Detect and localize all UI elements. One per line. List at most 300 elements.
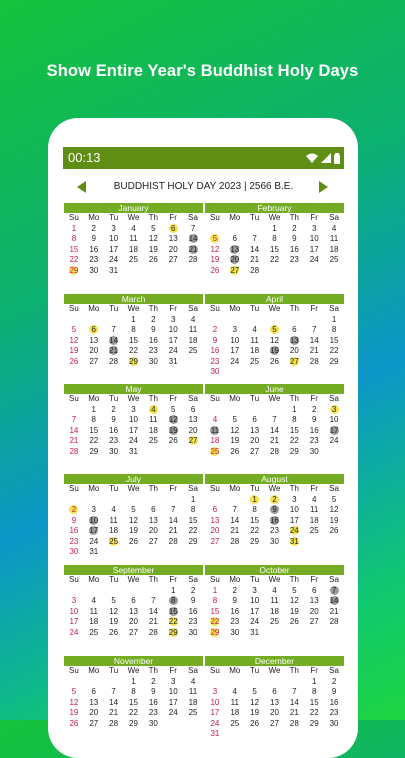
day-cell[interactable] bbox=[324, 405, 344, 416]
day-cell[interactable] bbox=[265, 526, 285, 537]
day-cell[interactable] bbox=[104, 346, 124, 357]
day-cell[interactable] bbox=[265, 357, 285, 368]
day-cell[interactable] bbox=[183, 687, 203, 698]
day-cell[interactable] bbox=[163, 325, 183, 336]
day-cell[interactable] bbox=[265, 719, 285, 730]
day-cell[interactable] bbox=[245, 266, 265, 277]
day-cell[interactable] bbox=[124, 617, 144, 628]
day-cell[interactable] bbox=[245, 447, 265, 458]
day-cell[interactable] bbox=[205, 436, 225, 447]
day-cell[interactable] bbox=[143, 628, 163, 639]
day-cell[interactable] bbox=[124, 415, 144, 426]
month-header[interactable]: January bbox=[64, 203, 203, 213]
day-cell[interactable] bbox=[143, 719, 163, 730]
day-cell[interactable] bbox=[245, 708, 265, 719]
month-header[interactable]: June bbox=[205, 384, 344, 394]
day-cell[interactable] bbox=[84, 336, 104, 347]
day-cell[interactable] bbox=[84, 234, 104, 245]
day-cell[interactable] bbox=[324, 426, 344, 437]
day-cell[interactable] bbox=[84, 266, 104, 277]
day-cell[interactable] bbox=[163, 617, 183, 628]
day-cell[interactable] bbox=[143, 708, 163, 719]
day-cell[interactable] bbox=[304, 505, 324, 516]
day-cell[interactable] bbox=[124, 436, 144, 447]
day-cell[interactable] bbox=[205, 325, 225, 336]
day-cell[interactable] bbox=[183, 325, 203, 336]
day-cell[interactable] bbox=[124, 698, 144, 709]
day-cell[interactable] bbox=[324, 617, 344, 628]
day-cell[interactable] bbox=[84, 628, 104, 639]
day-cell[interactable] bbox=[265, 687, 285, 698]
day-cell[interactable] bbox=[84, 526, 104, 537]
day-cell[interactable] bbox=[265, 224, 285, 235]
day-cell[interactable] bbox=[64, 628, 84, 639]
day-cell[interactable] bbox=[64, 596, 84, 607]
day-cell[interactable] bbox=[304, 255, 324, 266]
day-cell[interactable] bbox=[64, 698, 84, 709]
day-cell[interactable] bbox=[84, 415, 104, 426]
day-cell[interactable] bbox=[225, 617, 245, 628]
day-cell[interactable] bbox=[64, 245, 84, 256]
day-cell[interactable] bbox=[324, 325, 344, 336]
day-cell[interactable] bbox=[84, 516, 104, 527]
day-cell[interactable] bbox=[64, 447, 84, 458]
day-cell[interactable] bbox=[64, 719, 84, 730]
day-cell[interactable] bbox=[143, 687, 163, 698]
day-cell[interactable] bbox=[183, 224, 203, 235]
day-cell[interactable] bbox=[225, 447, 245, 458]
day-cell[interactable] bbox=[324, 698, 344, 709]
day-cell[interactable] bbox=[64, 687, 84, 698]
day-cell[interactable] bbox=[324, 596, 344, 607]
day-cell[interactable] bbox=[225, 516, 245, 527]
day-cell[interactable] bbox=[163, 537, 183, 548]
day-cell[interactable] bbox=[265, 336, 285, 347]
day-cell[interactable] bbox=[143, 315, 163, 326]
day-cell[interactable] bbox=[104, 719, 124, 730]
day-cell[interactable] bbox=[304, 447, 324, 458]
day-cell[interactable] bbox=[324, 255, 344, 266]
day-cell[interactable] bbox=[205, 367, 225, 378]
day-cell[interactable] bbox=[245, 346, 265, 357]
day-cell[interactable] bbox=[104, 415, 124, 426]
day-cell[interactable] bbox=[245, 526, 265, 537]
day-cell[interactable] bbox=[104, 266, 124, 277]
day-cell[interactable] bbox=[205, 266, 225, 277]
day-cell[interactable] bbox=[284, 495, 304, 506]
day-cell[interactable] bbox=[64, 505, 84, 516]
day-cell[interactable] bbox=[143, 698, 163, 709]
day-cell[interactable] bbox=[183, 586, 203, 597]
day-cell[interactable] bbox=[143, 415, 163, 426]
day-cell[interactable] bbox=[183, 537, 203, 548]
day-cell[interactable] bbox=[304, 698, 324, 709]
day-cell[interactable] bbox=[84, 405, 104, 416]
day-cell[interactable] bbox=[304, 346, 324, 357]
day-cell[interactable] bbox=[64, 346, 84, 357]
day-cell[interactable] bbox=[284, 537, 304, 548]
day-cell[interactable] bbox=[183, 315, 203, 326]
day-cell[interactable] bbox=[183, 346, 203, 357]
day-cell[interactable] bbox=[324, 436, 344, 447]
day-cell[interactable] bbox=[265, 596, 285, 607]
day-cell[interactable] bbox=[124, 346, 144, 357]
day-cell[interactable] bbox=[245, 245, 265, 256]
day-cell[interactable] bbox=[265, 255, 285, 266]
day-cell[interactable] bbox=[324, 526, 344, 537]
day-cell[interactable] bbox=[324, 607, 344, 618]
day-cell[interactable] bbox=[265, 617, 285, 628]
day-cell[interactable] bbox=[143, 224, 163, 235]
day-cell[interactable] bbox=[245, 586, 265, 597]
day-cell[interactable] bbox=[143, 325, 163, 336]
day-cell[interactable] bbox=[225, 537, 245, 548]
day-cell[interactable] bbox=[284, 617, 304, 628]
day-cell[interactable] bbox=[205, 505, 225, 516]
day-cell[interactable] bbox=[104, 224, 124, 235]
day-cell[interactable] bbox=[205, 617, 225, 628]
day-cell[interactable] bbox=[84, 687, 104, 698]
day-cell[interactable] bbox=[304, 325, 324, 336]
day-cell[interactable] bbox=[324, 516, 344, 527]
day-cell[interactable] bbox=[304, 495, 324, 506]
day-cell[interactable] bbox=[183, 526, 203, 537]
month-header[interactable]: November bbox=[64, 656, 203, 666]
day-cell[interactable] bbox=[124, 677, 144, 688]
day-cell[interactable] bbox=[304, 687, 324, 698]
day-cell[interactable] bbox=[143, 336, 163, 347]
day-cell[interactable] bbox=[304, 405, 324, 416]
day-cell[interactable] bbox=[124, 526, 144, 537]
day-cell[interactable] bbox=[225, 426, 245, 437]
day-cell[interactable] bbox=[205, 346, 225, 357]
day-cell[interactable] bbox=[143, 537, 163, 548]
day-cell[interactable] bbox=[104, 516, 124, 527]
day-cell[interactable] bbox=[104, 436, 124, 447]
day-cell[interactable] bbox=[84, 537, 104, 548]
day-cell[interactable] bbox=[64, 336, 84, 347]
day-cell[interactable] bbox=[124, 719, 144, 730]
day-cell[interactable] bbox=[183, 607, 203, 618]
day-cell[interactable] bbox=[324, 357, 344, 368]
day-cell[interactable] bbox=[104, 357, 124, 368]
day-cell[interactable] bbox=[104, 526, 124, 537]
day-cell[interactable] bbox=[205, 687, 225, 698]
day-cell[interactable] bbox=[245, 415, 265, 426]
day-cell[interactable] bbox=[304, 708, 324, 719]
day-cell[interactable] bbox=[245, 687, 265, 698]
day-cell[interactable] bbox=[284, 516, 304, 527]
day-cell[interactable] bbox=[225, 234, 245, 245]
day-cell[interactable] bbox=[205, 447, 225, 458]
day-cell[interactable] bbox=[225, 526, 245, 537]
day-cell[interactable] bbox=[183, 405, 203, 416]
day-cell[interactable] bbox=[64, 266, 84, 277]
day-cell[interactable] bbox=[265, 607, 285, 618]
day-cell[interactable] bbox=[183, 426, 203, 437]
day-cell[interactable] bbox=[265, 245, 285, 256]
day-cell[interactable] bbox=[284, 346, 304, 357]
day-cell[interactable] bbox=[104, 698, 124, 709]
day-cell[interactable] bbox=[284, 415, 304, 426]
day-cell[interactable] bbox=[284, 245, 304, 256]
day-cell[interactable] bbox=[124, 336, 144, 347]
day-cell[interactable] bbox=[284, 526, 304, 537]
day-cell[interactable] bbox=[84, 255, 104, 266]
day-cell[interactable] bbox=[124, 537, 144, 548]
day-cell[interactable] bbox=[284, 708, 304, 719]
day-cell[interactable] bbox=[284, 224, 304, 235]
day-cell[interactable] bbox=[163, 405, 183, 416]
day-cell[interactable] bbox=[324, 315, 344, 326]
day-cell[interactable] bbox=[265, 447, 285, 458]
day-cell[interactable] bbox=[64, 537, 84, 548]
day-cell[interactable] bbox=[324, 687, 344, 698]
day-cell[interactable] bbox=[143, 607, 163, 618]
day-cell[interactable] bbox=[245, 617, 265, 628]
day-cell[interactable] bbox=[284, 426, 304, 437]
day-cell[interactable] bbox=[205, 357, 225, 368]
day-cell[interactable] bbox=[183, 245, 203, 256]
day-cell[interactable] bbox=[104, 628, 124, 639]
day-cell[interactable] bbox=[124, 245, 144, 256]
day-cell[interactable] bbox=[245, 234, 265, 245]
day-cell[interactable] bbox=[64, 436, 84, 447]
day-cell[interactable] bbox=[304, 234, 324, 245]
day-cell[interactable] bbox=[124, 357, 144, 368]
day-cell[interactable] bbox=[205, 245, 225, 256]
day-cell[interactable] bbox=[304, 677, 324, 688]
day-cell[interactable] bbox=[183, 596, 203, 607]
day-cell[interactable] bbox=[143, 245, 163, 256]
day-cell[interactable] bbox=[225, 505, 245, 516]
day-cell[interactable] bbox=[163, 516, 183, 527]
day-cell[interactable] bbox=[304, 526, 324, 537]
day-cell[interactable] bbox=[284, 357, 304, 368]
day-cell[interactable] bbox=[124, 687, 144, 698]
day-cell[interactable] bbox=[225, 596, 245, 607]
day-cell[interactable] bbox=[84, 698, 104, 709]
day-cell[interactable] bbox=[205, 516, 225, 527]
day-cell[interactable] bbox=[124, 596, 144, 607]
day-cell[interactable] bbox=[284, 336, 304, 347]
day-cell[interactable] bbox=[225, 415, 245, 426]
day-cell[interactable] bbox=[304, 336, 324, 347]
day-cell[interactable] bbox=[324, 495, 344, 506]
day-cell[interactable] bbox=[84, 436, 104, 447]
day-cell[interactable] bbox=[163, 415, 183, 426]
day-cell[interactable] bbox=[265, 505, 285, 516]
day-cell[interactable] bbox=[284, 698, 304, 709]
day-cell[interactable] bbox=[84, 505, 104, 516]
day-cell[interactable] bbox=[205, 698, 225, 709]
day-cell[interactable] bbox=[265, 516, 285, 527]
day-cell[interactable] bbox=[163, 677, 183, 688]
month-header[interactable]: April bbox=[205, 294, 344, 304]
day-cell[interactable] bbox=[225, 245, 245, 256]
day-cell[interactable] bbox=[324, 224, 344, 235]
day-cell[interactable] bbox=[104, 607, 124, 618]
day-cell[interactable] bbox=[163, 526, 183, 537]
day-cell[interactable] bbox=[284, 255, 304, 266]
day-cell[interactable] bbox=[304, 586, 324, 597]
day-cell[interactable] bbox=[143, 405, 163, 416]
day-cell[interactable] bbox=[124, 516, 144, 527]
day-cell[interactable] bbox=[284, 436, 304, 447]
day-cell[interactable] bbox=[84, 547, 104, 558]
day-cell[interactable] bbox=[205, 586, 225, 597]
day-cell[interactable] bbox=[265, 495, 285, 506]
day-cell[interactable] bbox=[124, 628, 144, 639]
day-cell[interactable] bbox=[104, 617, 124, 628]
day-cell[interactable] bbox=[245, 719, 265, 730]
day-cell[interactable] bbox=[84, 447, 104, 458]
day-cell[interactable] bbox=[265, 537, 285, 548]
day-cell[interactable] bbox=[245, 325, 265, 336]
day-cell[interactable] bbox=[163, 224, 183, 235]
day-cell[interactable] bbox=[304, 357, 324, 368]
day-cell[interactable] bbox=[304, 596, 324, 607]
day-cell[interactable] bbox=[183, 234, 203, 245]
day-cell[interactable] bbox=[104, 405, 124, 416]
day-cell[interactable] bbox=[124, 224, 144, 235]
day-cell[interactable] bbox=[163, 607, 183, 618]
day-cell[interactable] bbox=[324, 245, 344, 256]
day-cell[interactable] bbox=[163, 708, 183, 719]
day-cell[interactable] bbox=[205, 234, 225, 245]
day-cell[interactable] bbox=[324, 234, 344, 245]
day-cell[interactable] bbox=[265, 708, 285, 719]
day-cell[interactable] bbox=[183, 698, 203, 709]
day-cell[interactable] bbox=[245, 426, 265, 437]
day-cell[interactable] bbox=[324, 677, 344, 688]
day-cell[interactable] bbox=[265, 698, 285, 709]
day-cell[interactable] bbox=[163, 505, 183, 516]
day-cell[interactable] bbox=[284, 687, 304, 698]
day-cell[interactable] bbox=[324, 415, 344, 426]
day-cell[interactable] bbox=[225, 357, 245, 368]
day-cell[interactable] bbox=[205, 415, 225, 426]
day-cell[interactable] bbox=[104, 596, 124, 607]
day-cell[interactable] bbox=[284, 505, 304, 516]
day-cell[interactable] bbox=[304, 719, 324, 730]
day-cell[interactable] bbox=[284, 325, 304, 336]
day-cell[interactable] bbox=[124, 234, 144, 245]
day-cell[interactable] bbox=[143, 436, 163, 447]
day-cell[interactable] bbox=[64, 224, 84, 235]
day-cell[interactable] bbox=[225, 336, 245, 347]
day-cell[interactable] bbox=[183, 617, 203, 628]
day-cell[interactable] bbox=[64, 526, 84, 537]
day-cell[interactable] bbox=[304, 516, 324, 527]
day-cell[interactable] bbox=[205, 708, 225, 719]
day-cell[interactable] bbox=[124, 315, 144, 326]
day-cell[interactable] bbox=[183, 677, 203, 688]
day-cell[interactable] bbox=[324, 336, 344, 347]
day-cell[interactable] bbox=[304, 436, 324, 447]
day-cell[interactable] bbox=[183, 436, 203, 447]
day-cell[interactable] bbox=[304, 224, 324, 235]
day-cell[interactable] bbox=[304, 415, 324, 426]
day-cell[interactable] bbox=[183, 495, 203, 506]
day-cell[interactable] bbox=[163, 436, 183, 447]
month-header[interactable]: October bbox=[205, 565, 344, 575]
day-cell[interactable] bbox=[104, 325, 124, 336]
day-cell[interactable] bbox=[205, 607, 225, 618]
day-cell[interactable] bbox=[324, 719, 344, 730]
day-cell[interactable] bbox=[143, 255, 163, 266]
day-cell[interactable] bbox=[245, 516, 265, 527]
day-cell[interactable] bbox=[64, 516, 84, 527]
day-cell[interactable] bbox=[124, 607, 144, 618]
day-cell[interactable] bbox=[143, 505, 163, 516]
day-cell[interactable] bbox=[84, 596, 104, 607]
day-cell[interactable] bbox=[265, 436, 285, 447]
day-cell[interactable] bbox=[245, 628, 265, 639]
month-header[interactable]: September bbox=[64, 565, 203, 575]
day-cell[interactable] bbox=[163, 357, 183, 368]
day-cell[interactable] bbox=[284, 234, 304, 245]
day-cell[interactable] bbox=[205, 426, 225, 437]
day-cell[interactable] bbox=[225, 628, 245, 639]
day-cell[interactable] bbox=[284, 607, 304, 618]
day-cell[interactable] bbox=[143, 617, 163, 628]
day-cell[interactable] bbox=[104, 537, 124, 548]
day-cell[interactable] bbox=[143, 596, 163, 607]
day-cell[interactable] bbox=[143, 234, 163, 245]
day-cell[interactable] bbox=[205, 537, 225, 548]
day-cell[interactable] bbox=[163, 245, 183, 256]
day-cell[interactable] bbox=[324, 346, 344, 357]
day-cell[interactable] bbox=[84, 607, 104, 618]
day-cell[interactable] bbox=[225, 255, 245, 266]
day-cell[interactable] bbox=[64, 234, 84, 245]
day-cell[interactable] bbox=[324, 586, 344, 597]
day-cell[interactable] bbox=[163, 596, 183, 607]
month-header[interactable]: February bbox=[205, 203, 344, 213]
day-cell[interactable] bbox=[64, 357, 84, 368]
day-cell[interactable] bbox=[183, 628, 203, 639]
day-cell[interactable] bbox=[205, 336, 225, 347]
day-cell[interactable] bbox=[183, 505, 203, 516]
day-cell[interactable] bbox=[225, 436, 245, 447]
day-cell[interactable] bbox=[245, 505, 265, 516]
day-cell[interactable] bbox=[143, 346, 163, 357]
day-cell[interactable] bbox=[225, 346, 245, 357]
day-cell[interactable] bbox=[205, 526, 225, 537]
day-cell[interactable] bbox=[64, 255, 84, 266]
day-cell[interactable] bbox=[84, 426, 104, 437]
day-cell[interactable] bbox=[284, 596, 304, 607]
day-cell[interactable] bbox=[84, 346, 104, 357]
day-cell[interactable] bbox=[245, 495, 265, 506]
day-cell[interactable] bbox=[124, 708, 144, 719]
day-cell[interactable] bbox=[104, 255, 124, 266]
day-cell[interactable] bbox=[64, 607, 84, 618]
day-cell[interactable] bbox=[265, 426, 285, 437]
day-cell[interactable] bbox=[143, 357, 163, 368]
day-cell[interactable] bbox=[104, 426, 124, 437]
day-cell[interactable] bbox=[225, 607, 245, 618]
day-cell[interactable] bbox=[163, 426, 183, 437]
day-cell[interactable] bbox=[163, 336, 183, 347]
month-header[interactable]: December bbox=[205, 656, 344, 666]
day-cell[interactable] bbox=[163, 346, 183, 357]
day-cell[interactable] bbox=[104, 336, 124, 347]
day-cell[interactable] bbox=[84, 224, 104, 235]
day-cell[interactable] bbox=[84, 719, 104, 730]
day-cell[interactable] bbox=[143, 516, 163, 527]
